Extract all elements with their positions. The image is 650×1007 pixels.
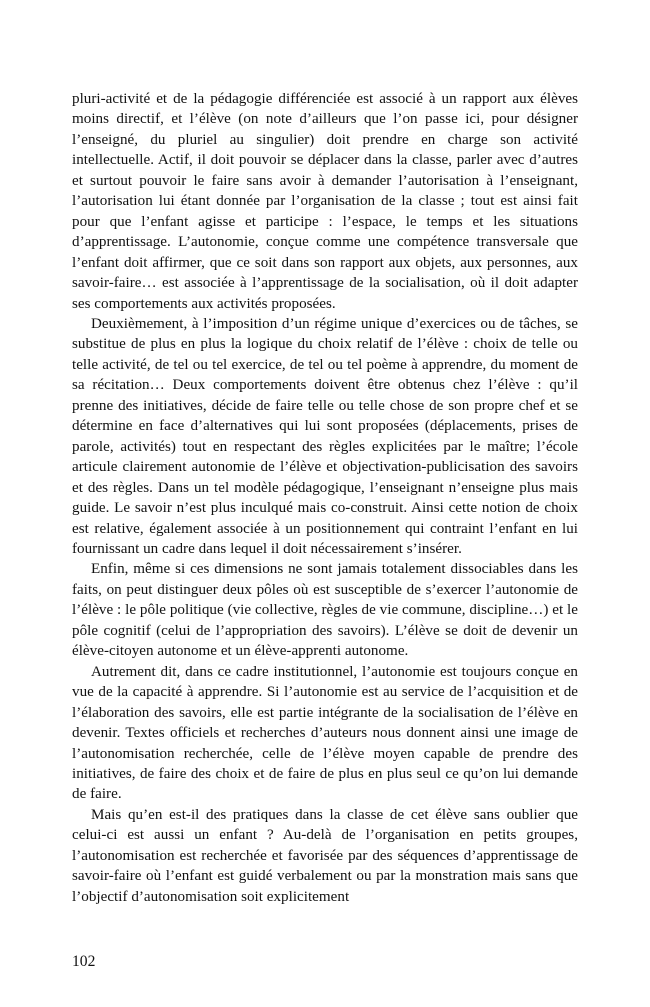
paragraph: Deuxièmement, à l’imposition d’un régime unique d’exercices ou de tâches, se substitue de plus en plus la logique du choix relatif de l’élève : choix de telle ou telle activité, de tel ou tel exercice, de tel ou tel poème à apprendre, du moment de sa récitation… Deux comportements doivent être obtenus chez l’élève : qu’il prenne des initiatives, décide de faire telle ou telle chose de son propre chef et se détermine en face d’alternatives qui lui sont proposées (déplacements, prises de parole, activités) tout en respectant des règles explicitées par le maître; l’école articule clairement autonomie de l’élève et objectivation-publicisation des savoirs et des règles. Dans un tel modèle pédagogique, l’enseignant n’enseigne plus mais guide. Le savoir n’est plus inculqué mais co-construit. Ainsi cette notion de choix est relative, également associée à un positionnement qui contraint l’enfant en lui fournissant un cadre dans lequel il doit nécessairement s’insérer. [72, 315, 578, 557]
paragraph: Mais qu’en est-il des pratiques dans la classe de cet élève sans oublier que celui-ci est aussi un enfant ? Au-delà de l’organisation en petits groupes, l’autonomisation est recherchée et favorisée par des séquences d’apprentissage de savoir-faire où l’enfant est guidé verbalement ou par la monstration mais sans que l’objectif d’autonomisation soit explicitement [72, 806, 578, 905]
page-number: 102 [72, 953, 96, 970]
paragraph: pluri-activité et de la pédagogie différenciée est associé à un rapport aux élèves moins directif, et l’élève (on note d’ailleurs que l’on passe ici, pour désigner l’enseigné, du pluriel au singulier) doit prendre en charge son activité intellectuelle. Actif, il doit pouvoir se déplacer dans la classe, parler avec d’autres et surtout pouvoir le faire sans avoir à demander l’autorisation à l’enseignant, l’autorisation lui étant donnée par l’organisation de la classe ; tout est ainsi fait pour que l’enfant agisse et participe : l’espace, le temps et les situations d’apprentissage. L’autonomie, conçue comme une compétence transversale que l’enfant doit affirmer, que ce soit dans son rapport aux objets, aux personnes, aux savoir-faire… est associée à l’apprentissage de la socialisation, où il doit adapter ses comportements aux activités proposées. [72, 91, 578, 312]
paragraph: Enfin, même si ces dimensions ne sont jamais totalement dissociables dans les faits, on peut distinguer deux pôles où est susceptible de s’exercer l’autonomie de l’élève : le pôle politique (vie collective, règles de vie commune, discipline…) et le pôle cognitif (celui de l’appropriation des savoirs). L’élève se doit de devenir un élève-citoyen autonome et un élève-apprenti autonome. [72, 561, 578, 660]
paragraph: Autrement dit, dans ce cadre institutionnel, l’autonomie est toujours conçue en vue de la capacité à apprendre. Si l’autonomie est au service de l’acquisition et de l’élaboration des savoirs, elle est partie intégrante de la socialisation de l’élève en devenir. Textes officiels et recherches d’auteurs nous donnent ainsi une image de l’autonomisation recherchée, celle de l’élève moyen capable de prendre des initiatives, de faire des choix et de faire de plus en plus seul ce qu’on lui demande de faire. [72, 663, 578, 803]
body-text-block [72, 89, 578, 907]
